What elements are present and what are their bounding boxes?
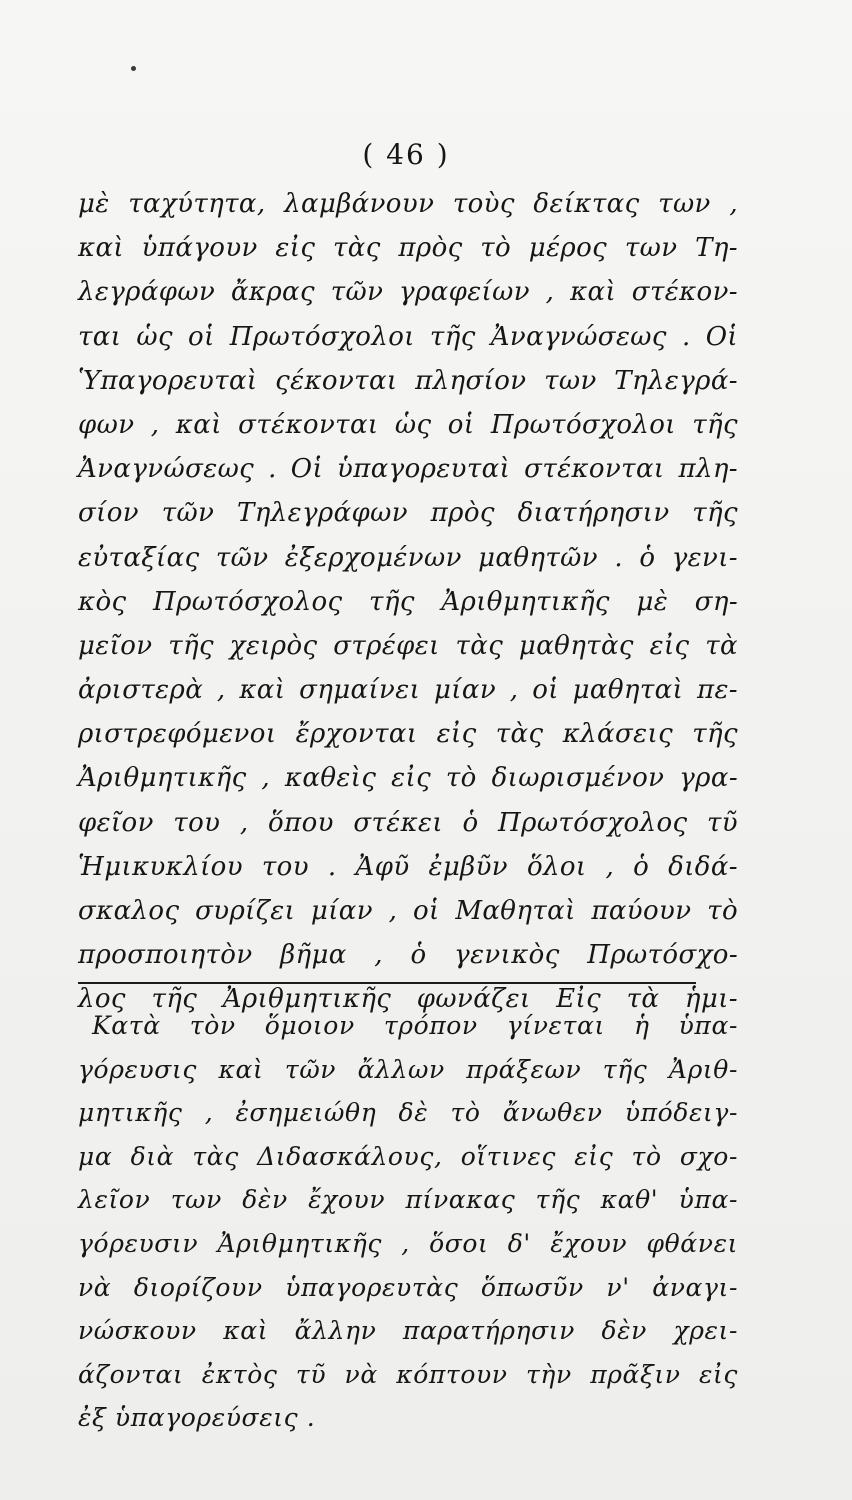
text-line: σίον τῶν Τηλεγράφων πρὸς διατήρησιν τῆς (78, 498, 738, 529)
footnote-line: νώσκουν καὶ ἄλλην παρατήρησιν δὲν χρει- (78, 1316, 738, 1346)
text-line: λος τῆς Ἀριθμητικῆς φωνάζει Εἰς τὰ ἡμι- (78, 984, 738, 1015)
footnote-line: Κατὰ τὸν ὅμοιον τρόπον γίνεται ἡ ὑπα- (92, 1011, 738, 1040)
footnote-line: ἐξ ὑπαγορεύσεις . (78, 1403, 316, 1433)
footnote-line: γόρευσις καὶ τῶν ἄλλων πράξεων τῆς Ἀριθ- (78, 1054, 738, 1084)
text-line: ται ὡς οἱ Πρωτόσχολοι τῆς Ἀναγνώσεως . Οἱ (78, 321, 738, 352)
text-line: σκαλος συρίζει μίαν , οἱ Μαθηταὶ παύουν τὸ (78, 896, 738, 926)
footnote-line: γόρευσιν Ἀριθμητικῆς , ὅσοι δ' ἔχουν φθάνει (78, 1228, 738, 1258)
text-line: ριστρεφόμενοι ἔρχονται εἰς τὰς κλάσεις τῆς (78, 719, 738, 750)
text-line: λεγράφων ἄκρας τῶν γραφείων , καὶ στέκον- (78, 277, 738, 308)
text-line: Ἀριθμητικῆς , καθεὶς εἰς τὸ διωρισμένον γρα- (78, 763, 738, 794)
page-number: ( 46 ) (362, 138, 450, 171)
text-line: φεῖον του , ὅπου στέκει ὁ Πρωτόσχολος τῦ (78, 807, 738, 838)
ink-speck (131, 66, 136, 71)
footnote (78, 1004, 738, 1440)
text-line: ἀριστερὰ , καὶ σημαίνει μίαν , οἱ μαθηταὶ πε- (78, 675, 738, 706)
text-line: μεῖον τῆς χειρὸς στρέφει τὰς μαθητὰς εἰς τὰ (78, 630, 738, 661)
text-line: φων , καὶ στέκονται ὡς οἱ Πρωτόσχολοι τῆς (78, 409, 738, 440)
text-line: εὐταξίας τῶν ἐξερχομένων μαθητῶν . ὁ γενι- (78, 542, 738, 573)
footnote-separator (78, 982, 696, 984)
text-line: κὸς Πρωτόσχολος τῆς Ἀριθμητικῆς μὲ ση- (78, 586, 738, 617)
main-text (78, 182, 738, 1022)
text-line: μὲ ταχύτητα, λαμβάνουν τοὺς δείκτας των , (78, 189, 738, 219)
text-line: Ἀναγνώσεως . Οἱ ὑπαγορευταὶ στέκονται πλη- (78, 454, 738, 485)
footnote-line: μητικῆς , ἐσημειώθη δὲ τὸ ἄνωθεν ὑπόδειγ- (78, 1098, 738, 1128)
text-line: Ὑπαγορευταὶ ςέκονται πλησίον των Τηλεγρά- (78, 365, 738, 396)
footnote-line: λεῖον των δὲν ἔχουν πίνακας τῆς καθ' ὑπα- (78, 1185, 738, 1215)
footnote-line: άζονται ἐκτὸς τῦ νὰ κόπτουν τὴν πρᾶξιν εἰς (78, 1359, 738, 1389)
text-line: Ἡμικυκλίου του . Ἀφῦ ἐμβῦν ὅλοι , ὁ διδά- (78, 851, 738, 882)
text-line: προσποιητὸν βῆμα , ὁ γενικὸς Πρωτόσχο- (78, 940, 738, 971)
text-line: καὶ ὑπάγουν εἰς τὰς πρὸς τὸ μέρος των Τη- (78, 233, 738, 264)
footnote-line: νὰ διορίζουν ὑπαγορευτὰς ὅπωσῦν ν' ἀναγι- (78, 1272, 738, 1302)
footnote-line: μα διὰ τὰς Διδασκάλους, οἵτινες εἰς τὸ σχο- (78, 1141, 738, 1171)
